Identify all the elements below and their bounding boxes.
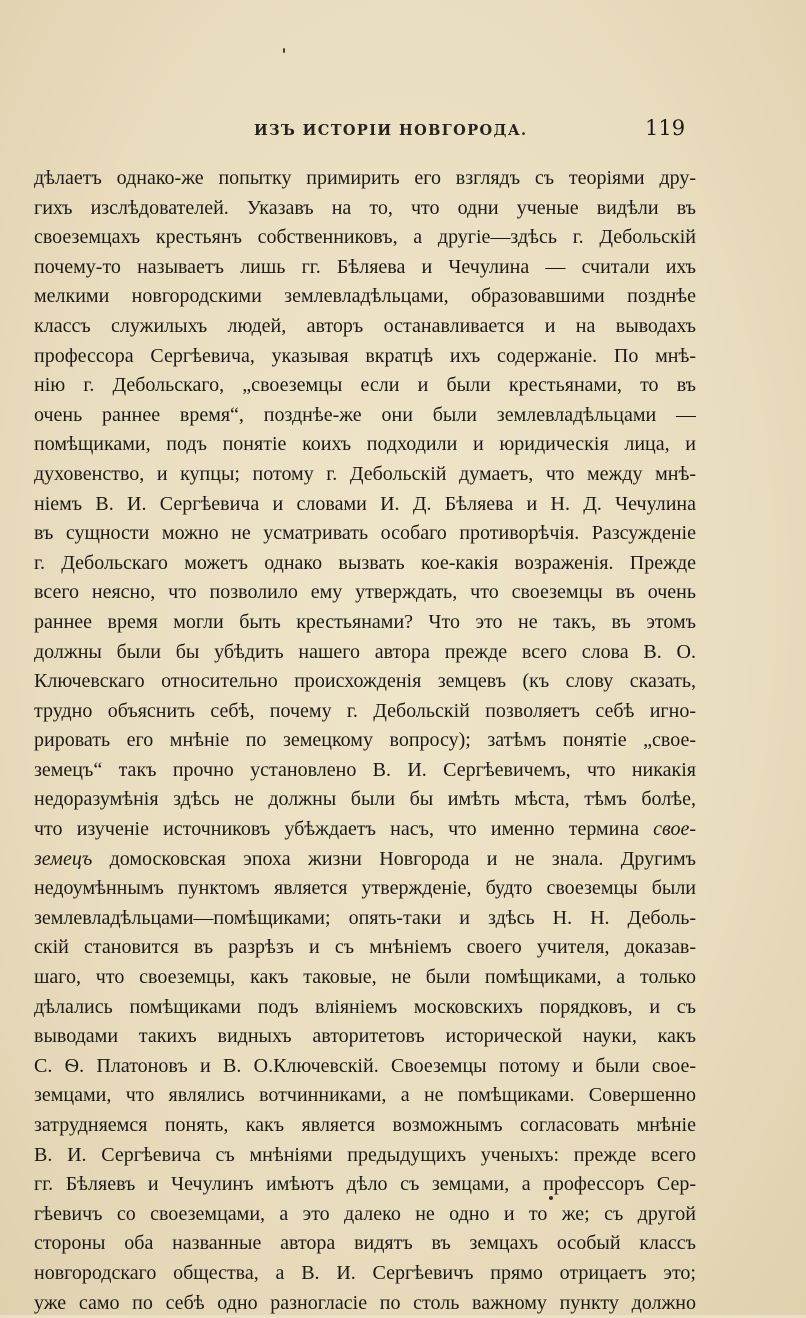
text-line: помѣщиками, подъ понятіе коихъ подходили и юридическія лица, и	[34, 433, 696, 456]
paper-speck	[549, 1196, 553, 1200]
text-line: стороны оба названные автора видятъ въ земцахъ особый классъ	[34, 1232, 696, 1255]
text-line: своеземцахъ крестьянъ собственниковъ, а другіе—здѣсь г. Дебольскій	[34, 226, 696, 249]
text-line: недоумѣннымъ пунктомъ является утвержденіе, будто своеземцы были	[34, 877, 696, 900]
text-line: выводами такихъ видныхъ авторитетовъ исторической науки, какъ	[34, 1025, 696, 1048]
text-line: дѣлаетъ однако-же попытку примирить его взглядъ съ теоріями дру-	[34, 167, 696, 189]
text-line: уже само по себѣ одно разногласіе по столь важному пункту должно	[34, 1291, 696, 1314]
text-line: гихъ изслѣдователей. Указавъ на то, что одни ученые видѣли въ	[34, 196, 696, 219]
text-line: очень раннее время“, позднѣе-же они были землевладѣльцами —	[34, 403, 696, 426]
text-line: классъ служилыхъ людей, авторъ останавливается и на выводахъ	[34, 314, 696, 337]
text-line: почему-то называетъ лишь гг. Бѣляева и Чечулина — считали ихъ	[34, 255, 696, 278]
text-segment: домосковская эпоха жизни Новгорода и не знала. Другимъ	[109, 847, 696, 870]
text-line: гѣевичъ со своеземцами, а это далеко не одно и то же; съ другой	[34, 1202, 696, 1225]
text-line: нію г. Дебольскаго, „своеземцы если и были крестьянами, то въ	[34, 374, 696, 397]
text-line: В. И. Сергѣевича съ мнѣніями предыдущихъ ученыхъ: прежде всего	[34, 1143, 696, 1166]
text-line: новгородскаго общества, а В. И. Сергѣевичъ прямо отрицаетъ это;	[34, 1261, 696, 1284]
text-line: всего неясно, что позволило ему утверждать, что своеземцы въ очень	[34, 581, 696, 604]
text-line: землевладѣльцами—помѣщиками; опять-таки и здѣсь Н. Н. Деболь-	[34, 906, 696, 929]
paper-speck	[283, 48, 285, 53]
text-line: духовенство, и купцы; потому г. Дебольскій думаетъ, что между мнѣ-	[34, 462, 696, 485]
text-line: мелкими новгородскими землевладѣльцами, образовавшими позднѣе	[34, 285, 696, 308]
text-line: затрудняемся понять, какъ является возможнымъ согласовать мнѣніе	[34, 1114, 696, 1136]
text-line: недоразумѣнія здѣсь не должны были бы имѣть мѣста, тѣмъ болѣе,	[34, 788, 696, 811]
text-line: дѣлались помѣщиками подъ вліяніемъ московскихъ порядковъ, и съ	[34, 995, 696, 1018]
text-line: гг. Бѣляевъ и Чечулинъ имѣютъ дѣло съ земцами, а профессоръ Сер-	[34, 1173, 696, 1196]
text-line: земецъ“ такъ прочно установлено В. И. Сергѣевичемъ, что никакія	[34, 758, 696, 781]
text-line: рировать его мнѣніе по земецкому вопросу); затѣмъ понятіе „свое-	[34, 729, 696, 752]
italic-term: земецъ	[34, 847, 93, 870]
text-line-with-italic	[34, 845, 696, 875]
text-line: скій становится въ разрѣзъ и съ мнѣніемъ своего учителя, доказав-	[34, 936, 696, 959]
text-line: Ключевскаго относительно происхожденія земцевъ (къ слову сказать,	[34, 670, 696, 693]
text-line: раннее время могли быть крестьянами? Что это не такъ, въ этомъ	[34, 610, 696, 633]
running-head: ИЗЪ ИСТОРІИ НОВГОРОДА.	[254, 122, 528, 139]
text-line: С. Ѳ. Платоновъ и В. О.Ключевскій. Своеземцы потому и были свое-	[34, 1054, 696, 1077]
text-line: ніемъ В. И. Сергѣевича и словами И. Д. Бѣляева и Н. Д. Чечулина	[34, 492, 696, 515]
text-line: въ сущности можно не усматривать особаго противорѣчія. Разсужденіе	[34, 522, 696, 545]
text-line-with-italic	[34, 815, 696, 845]
text-line: трудно объяснить себѣ, почему г. Дебольскій позволяетъ себѣ игно-	[34, 699, 696, 722]
text-line: должны были бы убѣдить нашего автора прежде всего слова В. О.	[34, 640, 696, 663]
text-line: земцами, что являлись вотчинниками, а не помѣщиками. Совершенно	[34, 1084, 696, 1107]
page-header	[40, 116, 690, 146]
italic-term: свое-	[653, 818, 696, 841]
text-line: шаго, что своеземцы, какъ таковые, не были помѣщиками, а только	[34, 966, 696, 989]
text-segment: что изученіе источниковъ убѣждаетъ насъ, что именно термина	[34, 818, 639, 841]
body-text	[34, 164, 696, 1318]
page-number: 119	[645, 116, 686, 140]
text-line: г. Дебольскаго можетъ однако вызвать кое-какія возраженія. Прежде	[34, 551, 696, 574]
text-line: профессора Сергѣевича, указывая вкратцѣ ихъ содержаніе. По мнѣ-	[34, 344, 696, 367]
